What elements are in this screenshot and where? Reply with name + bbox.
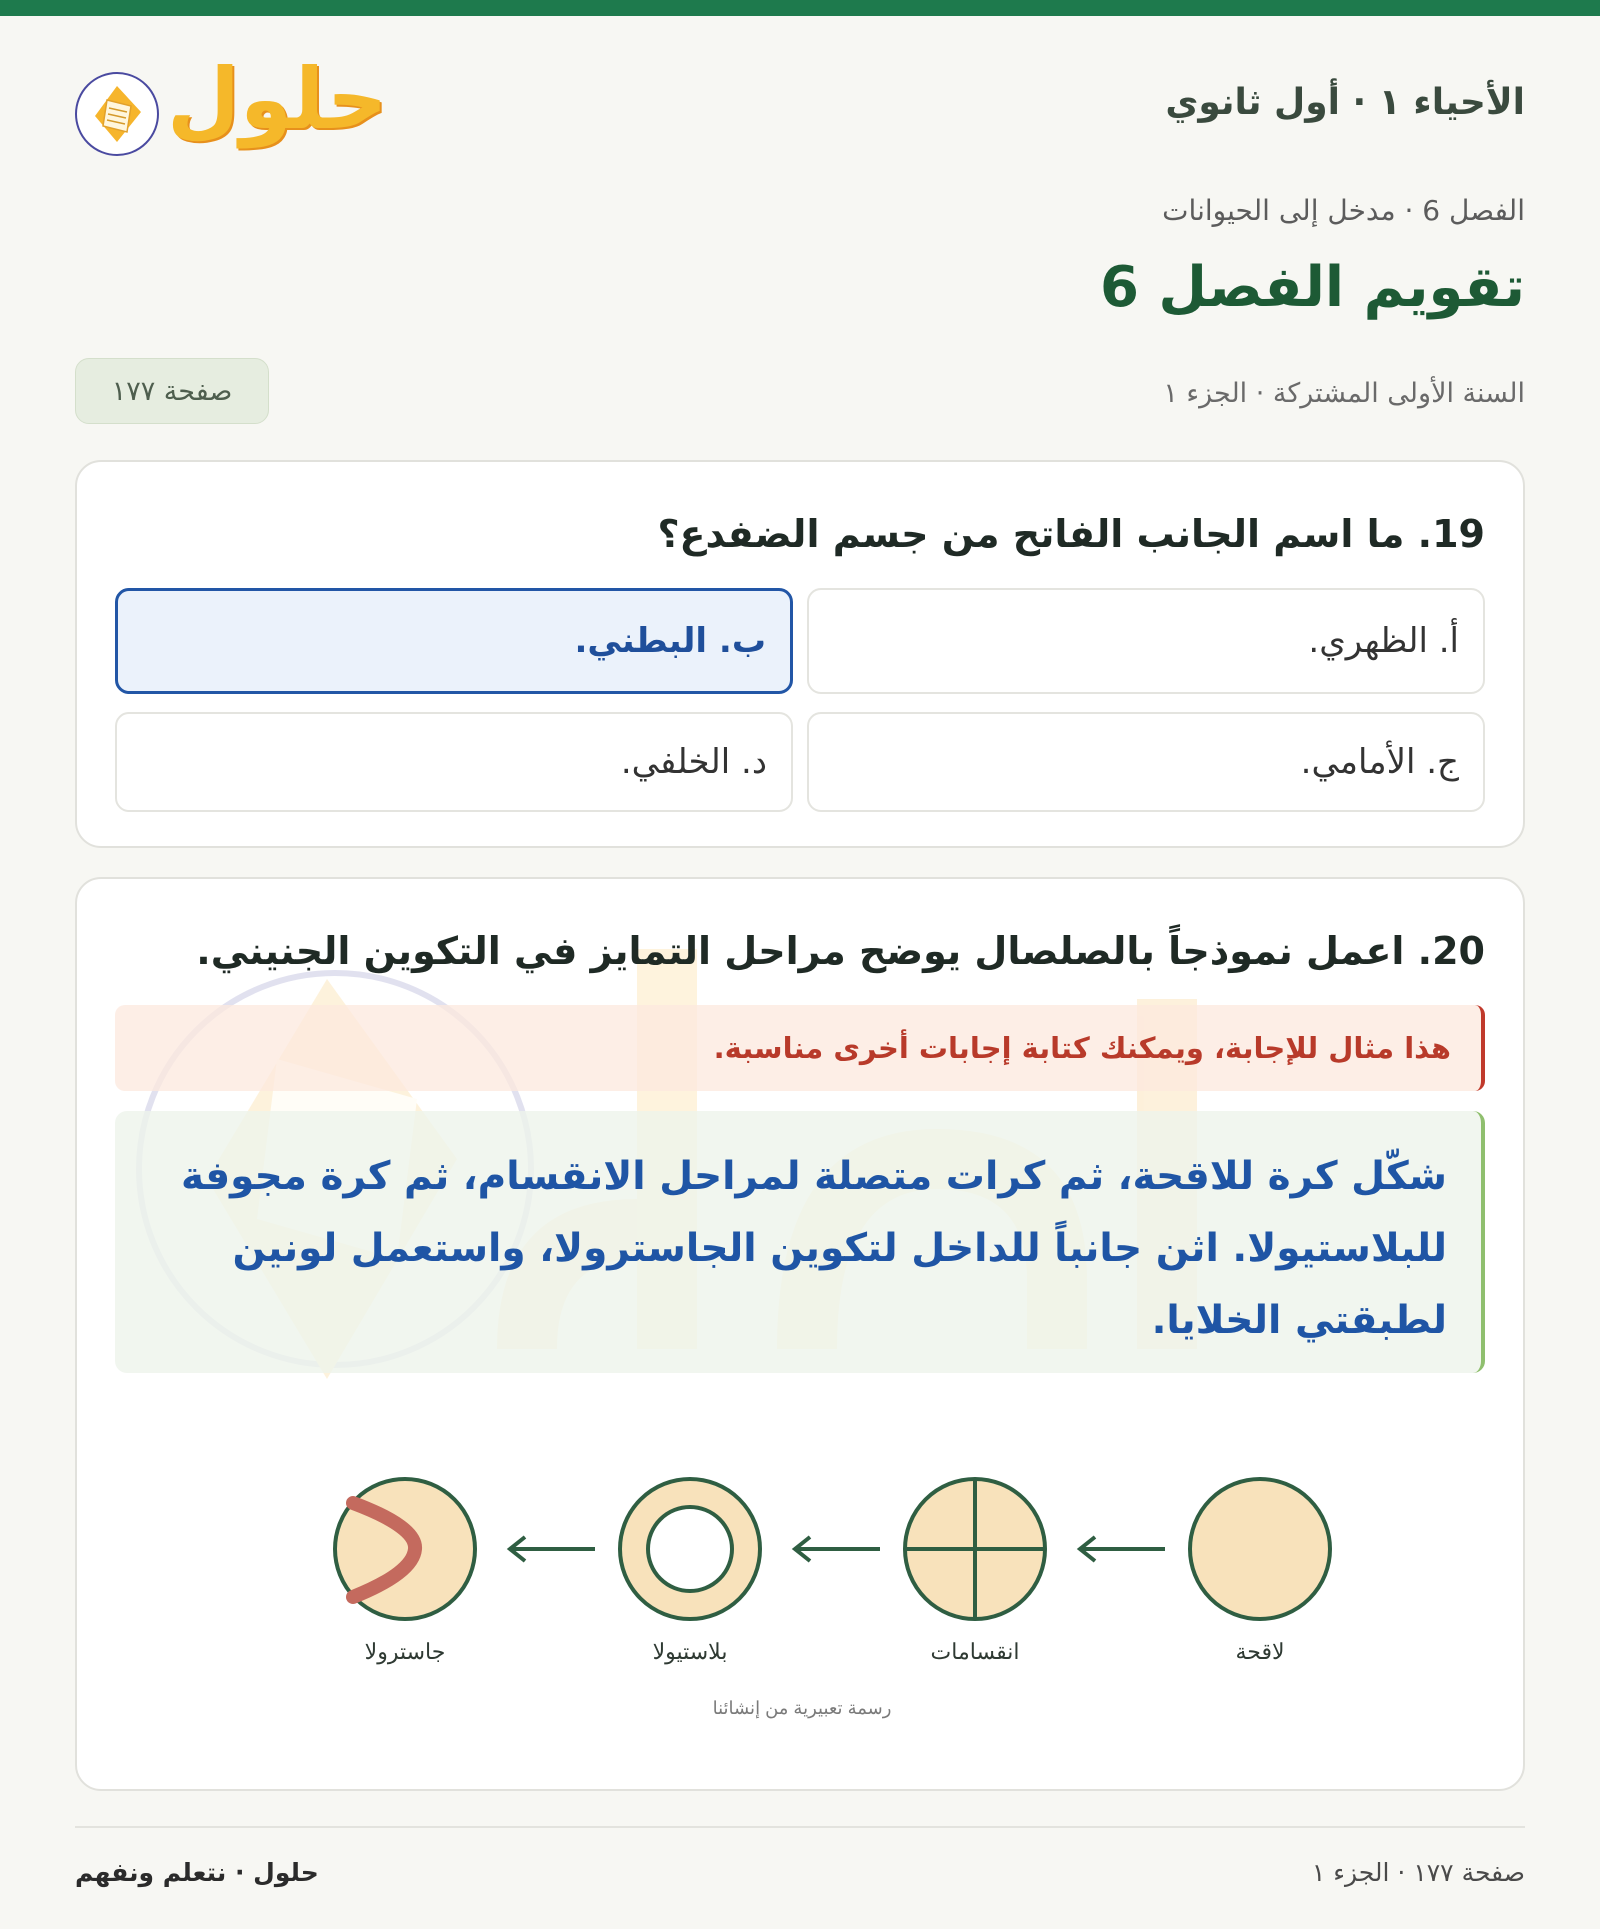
footer-brand: حلول · نتعلم ونفهم bbox=[75, 1858, 319, 1887]
stage-label-zygote: لاقحة bbox=[1235, 1639, 1285, 1664]
footer-page-info: صفحة ١٧٧ · الجزء ١ bbox=[1311, 1858, 1525, 1887]
option-d[interactable]: د. الخلفي. bbox=[115, 712, 793, 812]
stage-label-cleavage: انقسامات bbox=[930, 1639, 1020, 1664]
page-badge: صفحة ١٧٧ bbox=[75, 358, 269, 424]
stage-label-gastrula: جاسترولا bbox=[364, 1639, 446, 1664]
arrow-icon bbox=[795, 1537, 880, 1561]
arrow-icon bbox=[510, 1537, 595, 1561]
question-20-card bbox=[75, 877, 1525, 1791]
blastula-stage bbox=[620, 1479, 760, 1619]
question-20-text: 20. اعمل نموذجاً بالصلصال يوضح مراحل التمايز في التكوين الجنيني. bbox=[196, 929, 1485, 973]
top-accent-bar bbox=[0, 0, 1600, 16]
answer-note: هذا مثال للإجابة، ويمكنك كتابة إجابات أخرى مناسبة. bbox=[115, 1005, 1485, 1091]
stage-label-blastula: بلاستيولا bbox=[652, 1639, 728, 1664]
book-title: الأحياء ١ · أول ثانوي bbox=[1165, 82, 1525, 123]
option-b-selected[interactable]: ب. البطني. bbox=[115, 588, 793, 694]
cleavage-stage bbox=[905, 1479, 1045, 1619]
book-icon bbox=[89, 82, 145, 146]
hulul-logo bbox=[75, 50, 388, 170]
embryo-stages-diagram bbox=[77, 1439, 1525, 1759]
chapter-label: الفصل 6 · مدخل إلى الحيوانات bbox=[1162, 194, 1525, 227]
option-c[interactable]: ج. الأمامي. bbox=[807, 712, 1485, 812]
gastrula-stage bbox=[335, 1479, 475, 1619]
logo-wordmark: حلول bbox=[167, 50, 388, 148]
zygote-stage bbox=[1190, 1479, 1330, 1619]
footer-divider bbox=[75, 1826, 1525, 1828]
course-meta: السنة الأولى المشتركة · الجزء ١ bbox=[1163, 378, 1525, 409]
arrow-icon bbox=[1080, 1537, 1165, 1561]
answer-text: شكّل كرة للاقحة، ثم كرات متصلة لمراحل الانقسام، ثم كرة مجوفة للبلاستيولا. اثن جانباً للداخل لتكوين الجاسترولا، واستعمل لونين لطبقتي الخلايا. bbox=[115, 1111, 1485, 1373]
question-19-text: 19. ما اسم الجانب الفاتح من جسم الضفدع؟ bbox=[657, 512, 1485, 556]
option-a[interactable]: أ. الظهري. bbox=[807, 588, 1485, 694]
diagram-caption: رسمة تعبيرية من إنشائنا bbox=[712, 1698, 892, 1718]
question-19-card bbox=[75, 460, 1525, 848]
page-title: تقويم الفصل 6 bbox=[1099, 255, 1525, 320]
page-header bbox=[75, 50, 1525, 170]
